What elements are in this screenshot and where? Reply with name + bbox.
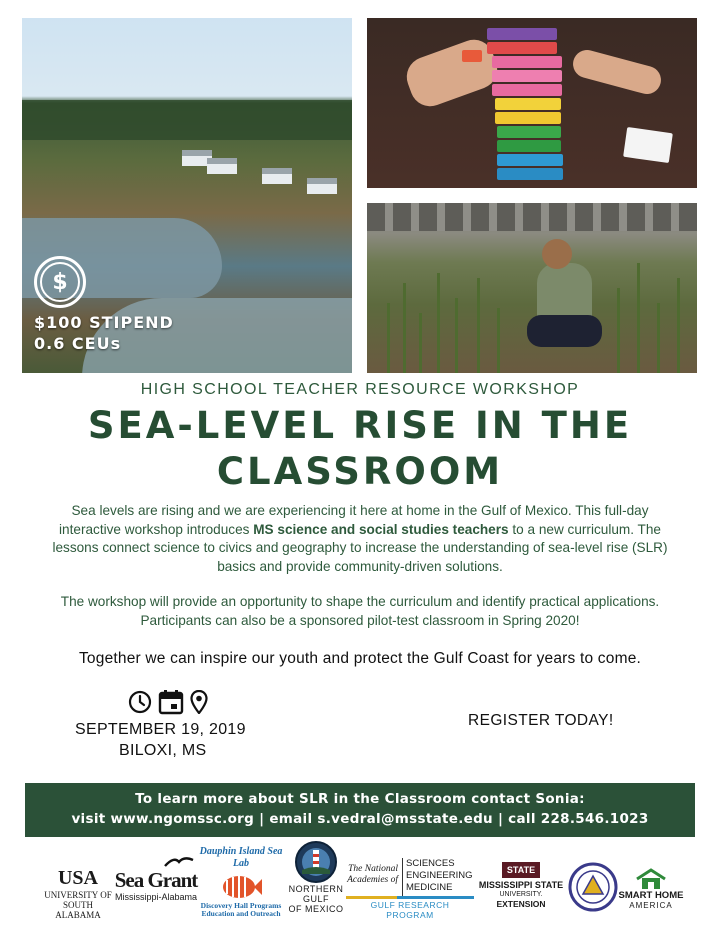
jenga-block bbox=[497, 168, 563, 180]
grass-blade bbox=[497, 308, 500, 373]
grass-blade bbox=[637, 263, 640, 373]
nas-program: GULF RESEARCH PROGRAM bbox=[370, 900, 450, 920]
nas-rule bbox=[346, 896, 474, 899]
disl-sub2: Education and Outreach bbox=[201, 909, 281, 918]
smarthome-line2: AMERICA bbox=[629, 901, 673, 910]
contact-heading: To learn more about SLR in the Classroom contact Sonia: bbox=[135, 791, 585, 807]
event-date: SEPTEMBER 19, 2019 bbox=[75, 721, 246, 738]
workshop-subtitle: HIGH SCHOOL TEACHER RESOURCE WORKSHOP bbox=[140, 381, 580, 398]
disl-name: Dauphin Island Sea Lab bbox=[199, 846, 283, 869]
seawall bbox=[367, 203, 697, 231]
msu-ext: EXTENSION bbox=[496, 899, 546, 909]
title-line-2: CLASSROOM bbox=[216, 450, 504, 493]
disl-sub1: Discovery Hall Programs bbox=[200, 901, 282, 910]
clock-icon bbox=[128, 690, 152, 714]
seagrant-name: Sea Grant bbox=[114, 868, 198, 892]
fish-icon bbox=[219, 872, 263, 902]
usa-mark: USA bbox=[57, 867, 98, 889]
instruction-card bbox=[623, 127, 673, 163]
jenga-block bbox=[487, 28, 557, 40]
jenga-block bbox=[492, 70, 562, 82]
lighthouse-seal-icon bbox=[294, 840, 338, 884]
msu-mark: STATE bbox=[502, 862, 540, 878]
house bbox=[262, 168, 292, 184]
audience-highlight: MS science and social studies teachers bbox=[253, 521, 509, 537]
logo-smart-home-america bbox=[616, 868, 686, 910]
person-legs bbox=[527, 315, 602, 347]
smarthome-line1: SMART HOME bbox=[618, 890, 684, 901]
contact-bar bbox=[25, 783, 695, 837]
partner-seal-icon bbox=[568, 862, 618, 912]
house bbox=[307, 178, 337, 194]
jenga-activity-photo bbox=[367, 18, 697, 188]
intro-text: to a new curriculum. The lessons connect science to civics and geography to increase the understanding of sea-level rise (SLR) basics and provide community-driven solutions. bbox=[52, 521, 668, 574]
grass-blade bbox=[387, 303, 390, 373]
contact-details[interactable]: visit www.ngomssc.org | email s.vedral@msstate.edu | call 228.546.1023 bbox=[71, 811, 649, 827]
seagrant-sub: Mississippi-Alabama bbox=[114, 892, 198, 902]
stipend-amount: $100 STIPEND bbox=[34, 313, 174, 332]
marsh-planting-photo bbox=[367, 203, 697, 373]
logo-mississippi-state-extension bbox=[476, 862, 566, 909]
jenga-block bbox=[495, 112, 561, 124]
logo-national-academies-gulf-research bbox=[346, 858, 474, 920]
msu-name: MISSISSIPPI STATE bbox=[478, 880, 564, 890]
nas-right2: ENGINEERING bbox=[406, 870, 473, 881]
house-icon bbox=[634, 868, 668, 890]
grass-blade bbox=[455, 298, 458, 373]
jenga-block bbox=[487, 42, 557, 54]
person-head bbox=[542, 239, 572, 269]
nas-right3: MEDICINE bbox=[406, 882, 453, 893]
person-shirt bbox=[537, 263, 592, 323]
partner-logos bbox=[0, 840, 720, 930]
msu-sub: UNIVERSITY. bbox=[499, 891, 543, 898]
register-cta[interactable]: REGISTER TODAY! bbox=[468, 712, 614, 729]
grass-blade bbox=[477, 278, 480, 373]
usa-line2: SOUTH ALABAMA bbox=[55, 900, 101, 920]
jenga-block bbox=[497, 154, 563, 166]
nas-right1: SCIENCES bbox=[406, 858, 455, 869]
event-icons bbox=[128, 689, 208, 715]
nas-left1: The National bbox=[348, 864, 398, 874]
jenga-block bbox=[495, 98, 561, 110]
location-pin-icon bbox=[190, 690, 208, 714]
jenga-block bbox=[492, 56, 562, 68]
hand bbox=[570, 47, 664, 97]
logo-northern-gulf-of-mexico bbox=[282, 840, 350, 914]
usa-line1: UNIVERSITY OF bbox=[44, 890, 112, 900]
seagull-icon bbox=[164, 854, 194, 868]
ngom-line1: NORTHERN GULF bbox=[288, 884, 344, 904]
grass-blade bbox=[437, 273, 440, 373]
tagline: Together we can inspire our youth and protect the Gulf Coast for years to come. bbox=[78, 650, 642, 667]
calendar-icon bbox=[158, 689, 184, 715]
logo-sea-grant bbox=[112, 860, 200, 902]
tree-line bbox=[22, 100, 352, 140]
dollar-icon bbox=[34, 256, 86, 308]
logo-dauphin-island-sea-lab bbox=[198, 846, 284, 918]
grass-blade bbox=[403, 283, 406, 373]
grass-blade bbox=[617, 288, 620, 373]
ngom-line2: OF MEXICO bbox=[288, 904, 344, 914]
intro-paragraph bbox=[40, 502, 680, 576]
stipend-ceus: 0.6 CEUs bbox=[34, 334, 122, 353]
opportunity-paragraph: The workshop will provide an opportunity to shape the curriculum and identify practical applications. Participants can also be a sponsored pilot-test classroom in Spring 2020! bbox=[60, 594, 660, 628]
intro-text: Sea levels are rising and we are experiencing it here at home in the Gulf of Mexico. This full-day interactive workshop introduces bbox=[59, 503, 649, 537]
stipend-info bbox=[34, 312, 174, 354]
jenga-block bbox=[497, 140, 561, 152]
nas-left2: Academies of bbox=[347, 875, 398, 885]
logo-university-south-alabama bbox=[40, 868, 116, 920]
jenga-block bbox=[497, 126, 561, 138]
jenga-block bbox=[462, 50, 482, 62]
dollar-symbol: $ bbox=[40, 262, 80, 302]
grass-blade bbox=[657, 303, 660, 373]
jenga-block bbox=[492, 84, 562, 96]
grass-blade bbox=[677, 278, 680, 373]
event-location: BILOXI, MS bbox=[119, 742, 207, 759]
page-title bbox=[0, 403, 720, 495]
house bbox=[207, 158, 237, 174]
grass-blade bbox=[419, 313, 422, 373]
title-line-1: SEA-LEVEL RISE IN THE bbox=[87, 404, 633, 447]
